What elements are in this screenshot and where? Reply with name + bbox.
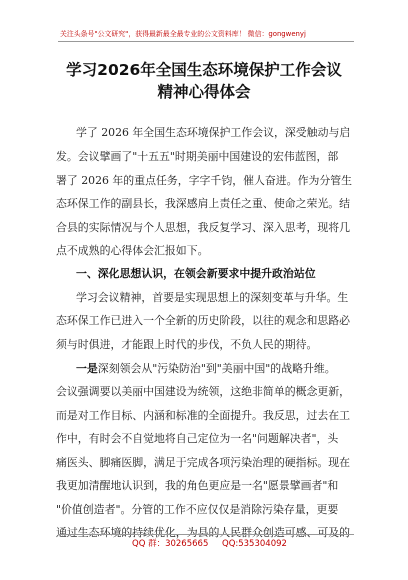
qq-number: QQ:535304092 [222,539,287,549]
header-divider [58,41,354,42]
text-line: 作中，有时会不自觉地将自己定位为一名"问题解决者"，头 [56,432,339,445]
text-line: "价值创造者"。分管的工作不应仅仅是消除污染存量，更要 [56,503,339,516]
document-title-line-1: 学习2026年全国生态环境保护工作会议 [66,61,342,79]
text-line: 署了 2026 年的重点任务，字字千钧，催人奋进。作为分管生 [56,174,353,187]
text-line: 态环保工作的副县长，我深感肩上责任之重、使命之荣光。结 [56,197,351,210]
text-line: 点不成熟的心得体会汇报如下。 [56,244,209,257]
text-line: 态环保工作已进入一个全新的历史阶段，以往的观念和思路必 [56,314,351,327]
point-lead: 一是 [76,362,98,375]
text-line: 通过生态环境的持续优化，为县的人民群众创造可感、可及的 [56,526,351,539]
section-heading: 一、深化思想认识，在领会新要求中提升政治站位 [76,267,316,280]
text-line: 发。会议擘画了"十五五"时期美丽中国建设的宏伟蓝图，部 [56,150,339,163]
promo-banner: 关注头条号"公文研究"，获得最新最全最专业的公文资料库！ 微信：gongwenyj [60,30,306,38]
footer [0,537,408,551]
text-line: 学习会议精神，首要是实现思想上的深刻变革与升华。生 [76,291,349,304]
document-title-line-2: 精神心得体会 [157,83,251,101]
text-line: 须与时俱进，才能跟上时代的步伐，不负人民的期待。 [56,338,318,351]
text-line: 痛医头、脚痛医脚，满足于完成各项污染治理的硬指标。现在 [56,456,351,469]
point-text: 深刻领会从"污染防治"到"美丽中国"的战略升维。 [97,362,336,375]
text-line: 会议强调要以美丽中国建设为统领，这绝非简单的概念更新， [56,385,351,398]
text-line: 合县的实际情况与个人思想，我反复学习、深入思考，现将几 [56,221,351,234]
qq-group-number: QQ 群：30265665 [132,539,209,549]
text-line: 而是对工作目标、内涵和标准的全面提升。我反思，过去在工 [56,409,351,422]
footer-divider [58,534,354,535]
text-line [0,361,408,376]
text-line: 学了 2026 年全国生态环境保护工作会议，深受触动与启 [76,126,351,139]
text-line: 我更加清醒地认识到，我的角色更应是一名"愿景擘画者"和 [56,479,339,492]
